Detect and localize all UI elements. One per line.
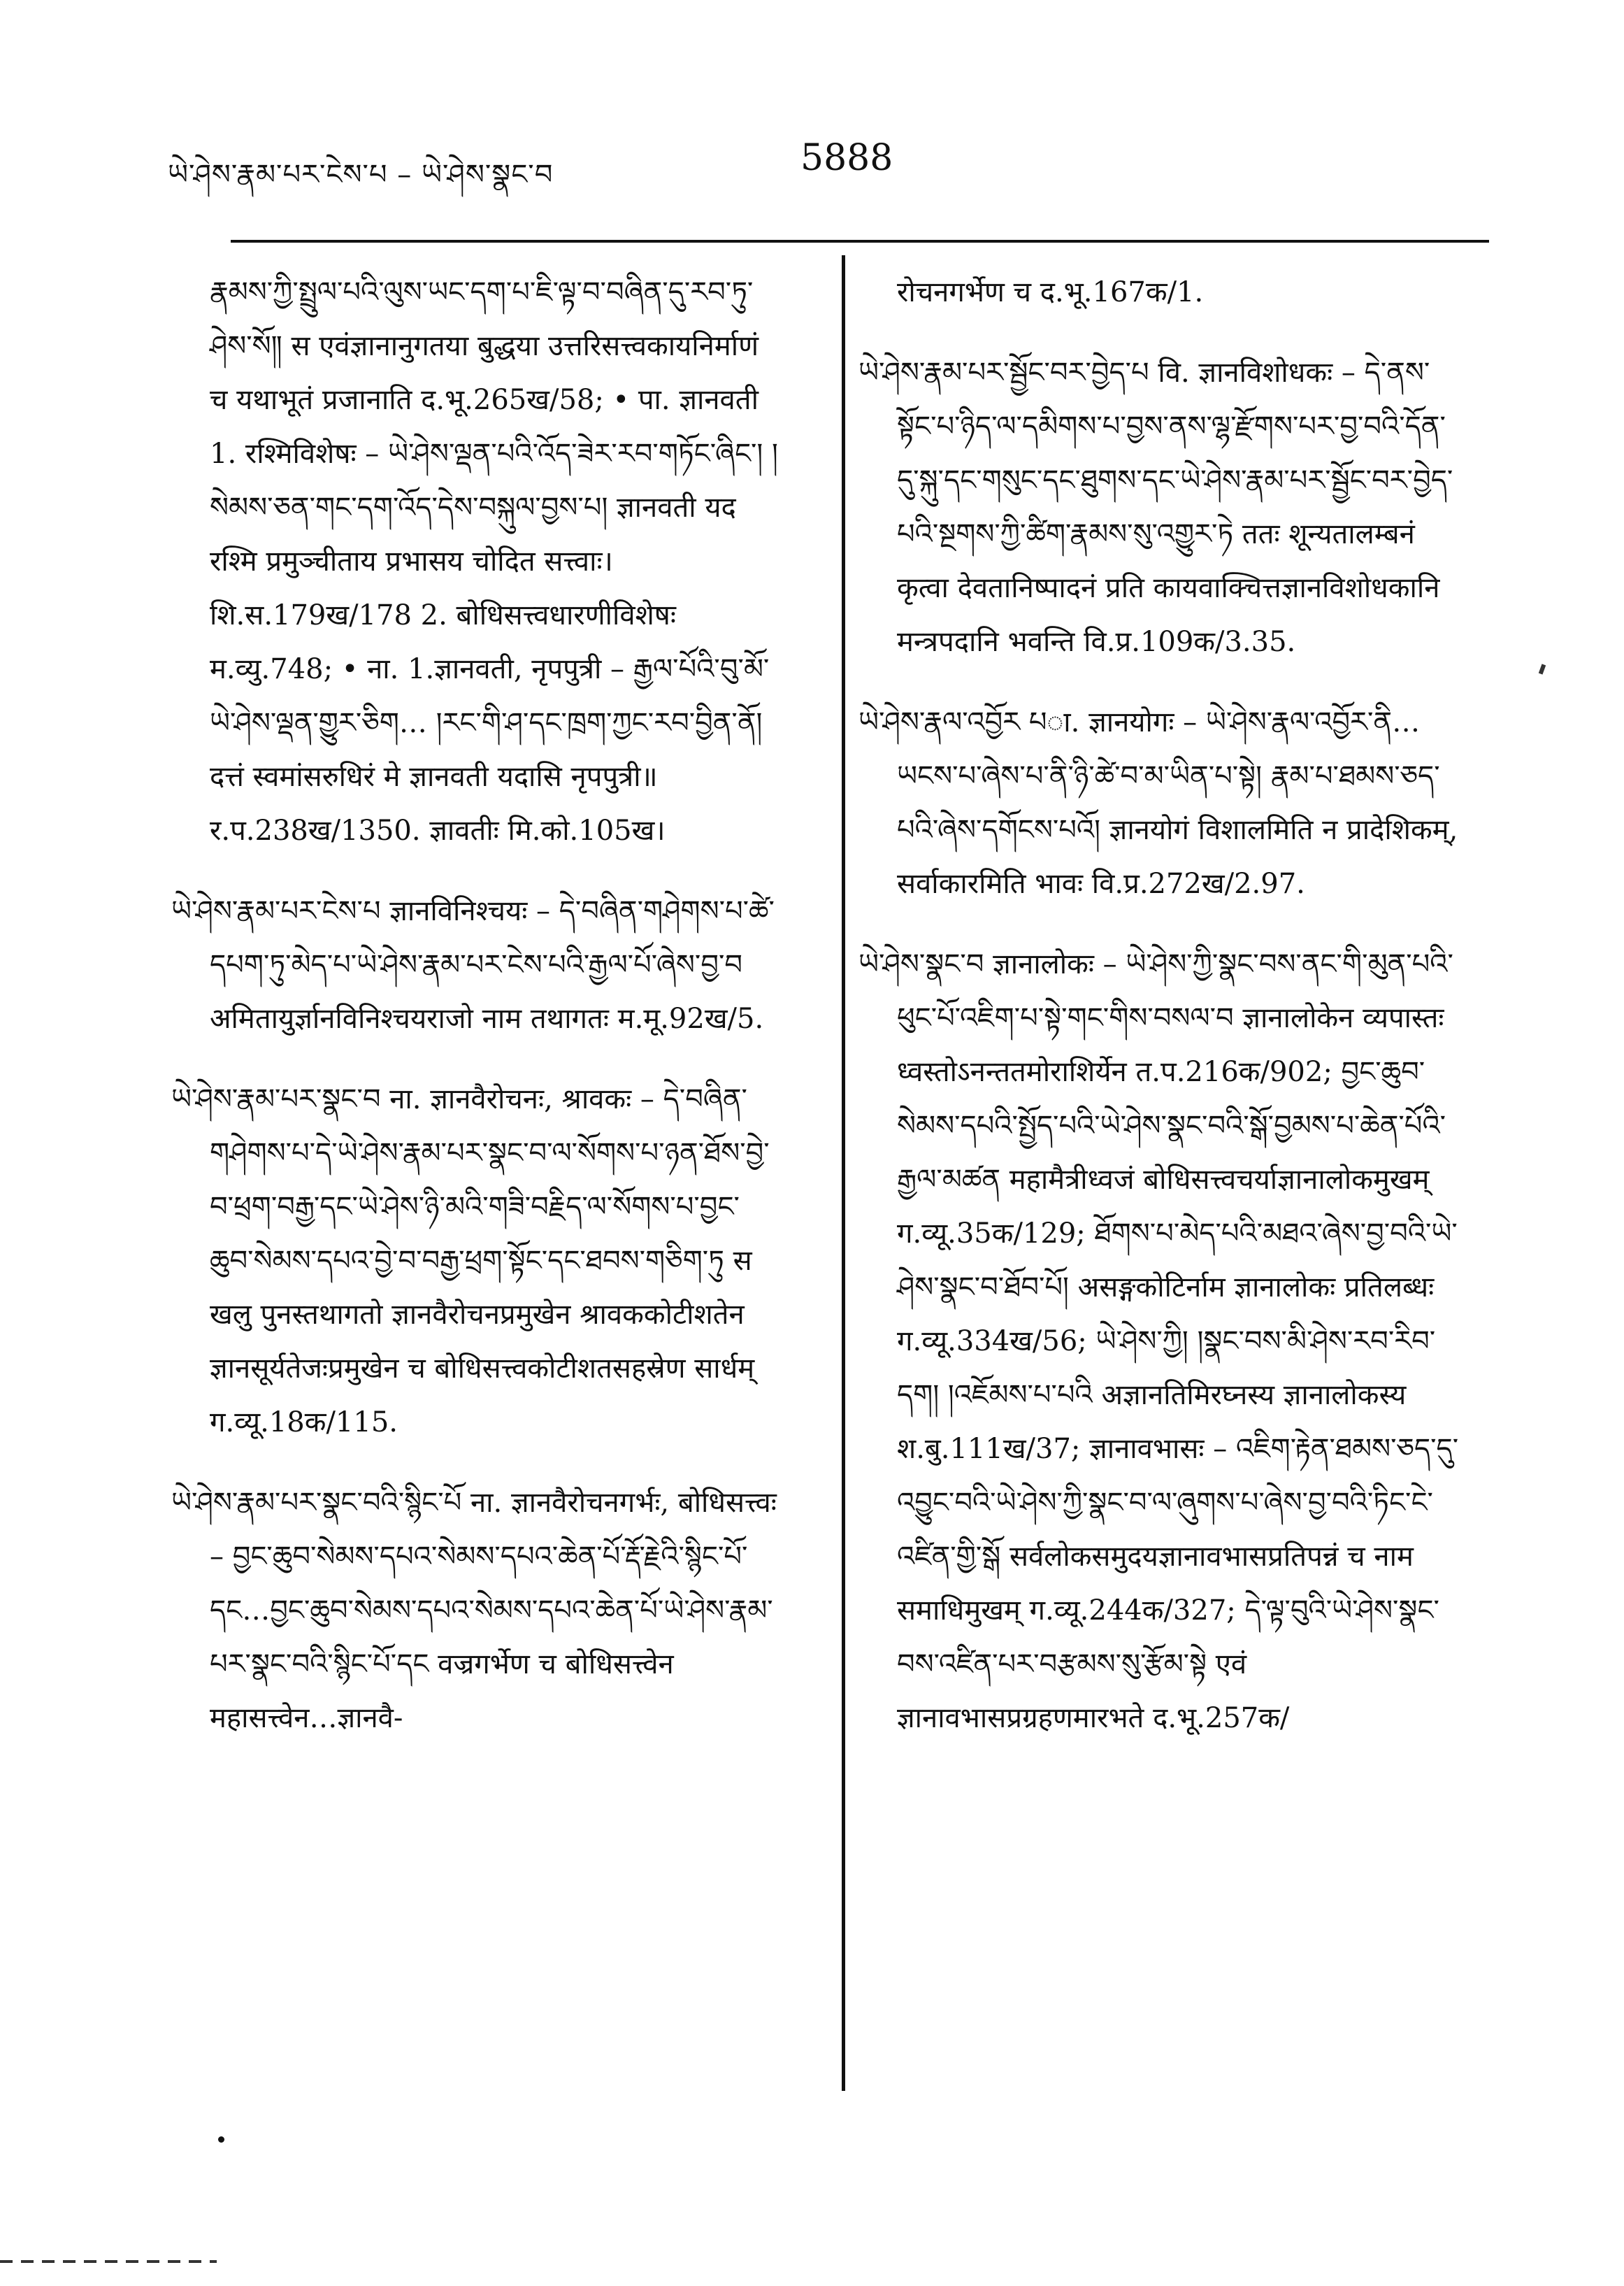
dictionary-entry: रोचनगर्भेण च द.भू.167क/1.	[897, 276, 1204, 308]
scan-edge-artifact	[0, 2260, 217, 2263]
dictionary-entry: ཡེ་ཤེས་རྣམ་པར་སྣང་བ ना. ज्ञानवैरोचनः, श्रावकः – དེ་བཞིན་གཤེགས་པ་དེ་ཡེ་ཤེས་རྣམ་པར་སྣང་བ་ལ་སོགས་པ་ཉན་ཐོས་བྱེ་བ་ཕྲག་བརྒྱ་དང་ཡེ་ཤེས་ཉི་མའི་གཟི་བརྗིད་ལ་སོགས་པ་བྱང་ཆུབ་སེམས་དཔའ་བྱེ་བ་བརྒྱ་ཕྲག་སྟོང་དང་ཐབས་གཅིག་ཏུ स खलु पुनस्तथागतो ज्ञानवैरोचनप्रमुखेन श्रावककोटीशतेन ज्ञानसूर्यतेजःप्रमुखेन च बोधिसत्त्वकोटीशतसहस्रेण सार्धम् ग.व्यू.18क/115.	[171, 1083, 770, 1438]
dictionary-entry: ཡེ་ཤེས་རྣམ་པར་སྣང་བའི་སྙིང་པོ ना. ज्ञानवैरोचनगर्भः, बोधिसत्त्वः – བྱང་ཆུབ་སེམས་དཔའ་སེམས་དཔའ་ཆེན་པོ་རྡོ་རྗེའི་སྙིང་པོ་དང…བྱང་ཆུབ་སེམས་དཔའ་སེམས་དཔའ་ཆེན་པོ་ཡེ་ཤེས་རྣམ་པར་སྣང་བའི་སྙིང་པོ་དང वज्रगर्भेण च बोधिसत्त्वेन महासत्त्वेन…ज्ञानवै-	[171, 1487, 777, 1734]
page-number: 5888	[800, 137, 893, 179]
dictionary-entry: ཡེ་ཤེས་རྣལ་འབྱོར པा. ज्ञानयोगः – ཡེ་ཤེས་རྣལ་འབྱོར་ནི…ཡངས་པ་ཞེས་པ་ནི་ཉི་ཚེ་བ་མ་ཡིན་པ་སྟེ། རྣམ་པ་ཐམས་ཅད་པའི་ཞེས་དགོངས་པའོ། ज्ञानयोगं विशालमिति न प्रादेशिकम्, सर्वाकारमिति भावः वि.प्र.272ख/2.97.	[858, 706, 1458, 900]
page-header	[168, 137, 1496, 191]
header-rule	[231, 240, 1489, 243]
column-divider	[842, 255, 845, 2091]
right-column	[858, 266, 1467, 1772]
dictionary-entry: ཡེ་ཤེས་རྣམ་པར་ངེས་པ ज्ञानविनिश्चयः – དེ་བཞིན་གཤེགས་པ་ཚེ་དཔག་ཏུ་མེད་པ་ཡེ་ཤེས་རྣམ་པར་ངེས་པའི་རྒྱལ་པོ་ཞེས་བྱ་བ अमितायुर्ज्ञानविनिश्चयराजो नाम तथागतः म.मू.92ख/5.	[171, 895, 775, 1035]
scan-mark	[1539, 664, 1546, 674]
dictionary-entry: ཡེ་ཤེས་སྣང་བ ज्ञानालोकः – ཡེ་ཤེས་ཀྱི་སྣང་བས་ནང་གི་མུན་པའི་ཕུང་པོ་འཇིག་པ་སྟེ་གང་གིས་བསལ་བ ज्ञानालोकेन व्यपास्तः ध्वस्तोऽनन्ततमोराशिर्येन त.प.216क/902; བྱང་ཆུབ་སེམས་དཔའི་སྤྱོད་པའི་ཡེ་ཤེས་སྣང་བའི་སྒོ་བྱམས་པ་ཆེན་པོའི་རྒྱལ་མཚན महामैत्रीध्वजं बोधिसत्त्वचर्याज्ञानालोकमुखम् ग.व्यू.35क/129; ཐོགས་པ་མེད་པའི་མཐའ་ཞེས་བྱ་བའི་ཡེ་ཤེས་སྣང་བ་ཐོབ་པོ། असङ्गकोटिर्नाम ज्ञानालोकः प्रतिलब्धः ग.व्यू.334ख/56; ཡེ་ཤེས་ཀྱི། །སྣང་བས་མི་ཤེས་རབ་རིབ་དག། །འཇོམས་པ་པའི अज्ञानतिमिरघ्नस्य ज्ञानालोकस्य श.बु.111ख/37; ज्ञानावभासः – འཇིག་རྟེན་ཐམས་ཅད་དུ་འབྱུང་བའི་ཡེ་ཤེས་ཀྱི་སྣང་བ་ལ་ཞུགས་པ་ཞེས་བྱ་བའི་ཏིང་ངེ་འཛིན་གྱི་སྒོ सर्वलोकसमुदयज्ञानावभासप्रतिपन्नं च नाम समाधिमुखम् ग.व्यू.244क/327; དེ་ལྟ་བུའི་ཡེ་ཤེས་སྣང་བས་འཛིན་པར་བརྩམས་སུ་རྩོམ་སྟེ एवं ज्ञानावभासप्रग्रहणमारभते द.भू.257क/	[858, 948, 1459, 1734]
dictionary-entry: རྣམས་ཀྱི་སྤྲུལ་པའི་ལུས་ཡང་དག་པ་ཇི་ལྟ་བ་བཞིན་དུ་རབ་ཏུ་ཤེས་སོ༎ स एवंज्ञानानुगतया बुद्धया उत्तरिसत्त्वकायनिर्माणं च यथाभूतं प्रजानाति द.भू.265ख/58; • पा. ज्ञानवती 1. रश्मिविशेषः – ཡེ་ཤེས་ལྡན་པའི་འོད་ཟེར་རབ་གཏོང་ཞིང་། །སེམས་ཅན་གང་དག་འོད་དེས་བསྐུལ་བྱས་པ། ज्ञानवती यद रश्मि प्रमुञ्चीताय प्रभासय चोदित सत्त्वाः। शि.स.179ख/178 2. बोधिसत्त्वधारणीविशेषः म.व्यु.748; • ना. 1.ज्ञानवती, नृपपुत्री – རྒྱལ་པོའི་བུ་མོ་ཡེ་ཤེས་ལྡན་གྱུར་ཅིག… །རང་གི་ཤ་དང་ཁྲག་ཀྱང་རབ་བྱིན་ནོ། दत्तं स्वमांसरुधिरं मे ज्ञानवती यदासि नृपपुत्री॥ र.प.238ख/1350. ज्ञावतीः मि.को.105ख।	[210, 276, 778, 847]
header-entry-range: ཡེ་ཤེས་རྣམ་པར་ངེས་པ – ཡེ་ཤེས་སྣང་བ	[168, 159, 554, 191]
scan-speck	[218, 2136, 224, 2143]
left-column	[171, 266, 779, 1772]
dictionary-entry: ཡེ་ཤེས་རྣམ་པར་སྦྱོང་བར་བྱེད་པ वि. ज्ञानविशोधकः – དེ་ནས་སྟོང་པ་ཉིད་ལ་དམིགས་པ་བྱས་ནས་ལྷ་རྫོགས་པར་བྱ་བའི་དོན་དུ་སྐུ་དང་གསུང་དང་ཐུགས་དང་ཡེ་ཤེས་རྣམ་པར་སྦྱོང་བར་བྱེད་པའི་སྔགས་ཀྱི་ཚིག་རྣམས་སུ་འགྱུར་ཏེ ततः शून्यतालम्बनं कृत्वा देवतानिष्पादनं प्रति कायवाक्चित्तज्ञानविशोधकानि मन्त्रपदानि भवन्ति वि.प्र.109क/3.35.	[858, 357, 1453, 658]
